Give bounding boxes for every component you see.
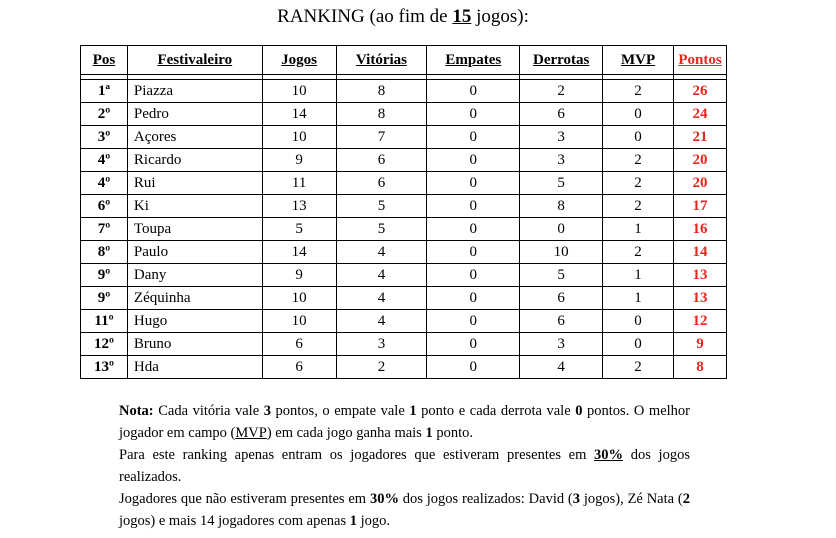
note-text: Jogadores que não estiveram presentes em (119, 491, 370, 507)
header-empates: Empates (427, 46, 520, 75)
cell-vitorias: 2 (336, 356, 427, 379)
note-text: ponto. (432, 425, 473, 441)
cell-mvp: 1 (603, 218, 674, 241)
notes-section (119, 400, 690, 532)
title-suffix: jogos): (471, 6, 529, 27)
note-value: 3 (263, 403, 271, 419)
cell-vitorias: 5 (336, 218, 427, 241)
cell-player-name: Ki (127, 195, 262, 218)
cell-jogos: 10 (262, 287, 336, 310)
table-row (81, 241, 727, 264)
table-row (81, 333, 727, 356)
cell-pos: 12º (81, 333, 128, 356)
cell-empates: 0 (427, 218, 520, 241)
cell-pos: 2º (81, 103, 128, 126)
cell-vitorias: 4 (336, 287, 427, 310)
cell-pos: 9º (81, 264, 128, 287)
cell-vitorias: 6 (336, 149, 427, 172)
cell-vitorias: 8 (336, 80, 427, 103)
cell-pos: 4º (81, 172, 128, 195)
note-label: Nota: (119, 403, 154, 419)
cell-empates: 0 (427, 333, 520, 356)
table-row (81, 264, 727, 287)
table-row (81, 80, 727, 103)
cell-empates: 0 (427, 103, 520, 126)
cell-derrotas: 6 (520, 310, 603, 333)
cell-jogos: 9 (262, 264, 336, 287)
cell-empates: 0 (427, 356, 520, 379)
cell-vitorias: 4 (336, 264, 427, 287)
cell-player-name: Pedro (127, 103, 262, 126)
cell-empates: 0 (427, 241, 520, 264)
cell-pos: 9º (81, 287, 128, 310)
note-text: dos jogos realizados: David ( (398, 491, 573, 507)
table-row (81, 103, 727, 126)
title-prefix: RANKING (ao fim de (277, 6, 453, 27)
cell-derrotas: 5 (520, 172, 603, 195)
cell-derrotas: 3 (520, 149, 603, 172)
cell-jogos: 10 (262, 126, 336, 149)
cell-vitorias: 6 (336, 172, 427, 195)
cell-pontos: 13 (673, 264, 726, 287)
header-pontos: Pontos (673, 46, 726, 75)
note-value: 3 (572, 491, 581, 507)
cell-derrotas: 4 (520, 356, 603, 379)
cell-derrotas: 6 (520, 103, 603, 126)
cell-vitorias: 3 (336, 333, 427, 356)
cell-pos: 7º (81, 218, 128, 241)
note-excluded (119, 488, 690, 532)
note-percentage: 30% (594, 447, 624, 463)
cell-player-name: Bruno (127, 333, 262, 356)
cell-mvp: 2 (603, 241, 674, 264)
note-text: pontos, o empate vale (270, 403, 410, 419)
cell-mvp: 0 (603, 310, 674, 333)
cell-jogos: 10 (262, 80, 336, 103)
note-mvp: MVP (235, 425, 267, 441)
cell-player-name: Rui (127, 172, 262, 195)
cell-pos: 13º (81, 356, 128, 379)
note-text: pontos. O melhor jogador em campo ( (119, 403, 691, 441)
cell-jogos: 6 (262, 333, 336, 356)
header-jogos: Jogos (262, 46, 336, 75)
ranking-table (80, 45, 727, 379)
cell-derrotas: 0 (520, 218, 603, 241)
cell-derrotas: 6 (520, 287, 603, 310)
table-row (81, 195, 727, 218)
table-row (81, 218, 727, 241)
cell-player-name: Dany (127, 264, 262, 287)
table-row (81, 149, 727, 172)
table-row (81, 310, 727, 333)
cell-mvp: 2 (603, 195, 674, 218)
cell-mvp: 0 (603, 126, 674, 149)
cell-derrotas: 5 (520, 264, 603, 287)
cell-pontos: 26 (673, 80, 726, 103)
note-value: 1 (409, 403, 417, 419)
note-value: 1 (425, 425, 433, 441)
table-row (81, 126, 727, 149)
cell-jogos: 14 (262, 241, 336, 264)
header-derrotas: Derrotas (520, 46, 603, 75)
cell-vitorias: 7 (336, 126, 427, 149)
note-text: Para este ranking apenas entram os jogadores que estiveram presentes em (119, 447, 595, 463)
cell-mvp: 0 (603, 103, 674, 126)
cell-jogos: 10 (262, 310, 336, 333)
cell-mvp: 1 (603, 287, 674, 310)
cell-jogos: 11 (262, 172, 336, 195)
cell-player-name: Piazza (127, 80, 262, 103)
cell-derrotas: 3 (520, 126, 603, 149)
cell-derrotas: 3 (520, 333, 603, 356)
cell-vitorias: 5 (336, 195, 427, 218)
cell-jogos: 9 (262, 149, 336, 172)
header-festivaleiro: Festivaleiro (127, 46, 262, 75)
cell-pontos: 8 (673, 356, 726, 379)
cell-jogos: 6 (262, 356, 336, 379)
cell-pontos: 12 (673, 310, 726, 333)
title-games-count: 15 (452, 6, 472, 27)
cell-vitorias: 8 (336, 103, 427, 126)
note-text: jogos) e mais 14 jogadores com apenas (119, 513, 350, 529)
table-header-row (81, 46, 727, 75)
cell-derrotas: 2 (520, 80, 603, 103)
cell-empates: 0 (427, 149, 520, 172)
note-value: 0 (575, 403, 583, 419)
table-body (81, 75, 727, 379)
cell-pontos: 17 (673, 195, 726, 218)
cell-empates: 0 (427, 172, 520, 195)
note-value: 2 (682, 491, 690, 507)
cell-player-name: Açores (127, 126, 262, 149)
cell-player-name: Ricardo (127, 149, 262, 172)
table-row (81, 172, 727, 195)
note-scoring (119, 400, 690, 444)
cell-pontos: 16 (673, 218, 726, 241)
cell-pontos: 13 (673, 287, 726, 310)
note-text: ponto e cada derrota vale (416, 403, 576, 419)
cell-player-name: Hugo (127, 310, 262, 333)
page-title (0, 6, 806, 28)
note-percentage: 30% (369, 491, 399, 507)
cell-jogos: 5 (262, 218, 336, 241)
cell-derrotas: 10 (520, 241, 603, 264)
cell-pos: 6º (81, 195, 128, 218)
cell-pos: 1ª (81, 80, 128, 103)
cell-player-name: Hda (127, 356, 262, 379)
note-text: Cada vitória vale (153, 403, 264, 419)
note-text: dos jogos realizados. (119, 447, 690, 485)
cell-pos: 11º (81, 310, 128, 333)
header-mvp: MVP (603, 46, 674, 75)
cell-empates: 0 (427, 287, 520, 310)
cell-player-name: Paulo (127, 241, 262, 264)
note-eligibility (119, 444, 690, 488)
cell-pontos: 20 (673, 149, 726, 172)
cell-mvp: 2 (603, 80, 674, 103)
note-value: 1 (349, 513, 357, 529)
cell-mvp: 0 (603, 333, 674, 356)
note-text: jogos), Zé Nata ( (580, 491, 683, 507)
cell-jogos: 14 (262, 103, 336, 126)
cell-empates: 0 (427, 195, 520, 218)
header-vitorias: Vitórias (336, 46, 427, 75)
cell-pontos: 9 (673, 333, 726, 356)
cell-pos: 4º (81, 149, 128, 172)
cell-pontos: 24 (673, 103, 726, 126)
cell-pontos: 21 (673, 126, 726, 149)
cell-mvp: 2 (603, 172, 674, 195)
cell-mvp: 2 (603, 149, 674, 172)
cell-empates: 0 (427, 80, 520, 103)
cell-empates: 0 (427, 126, 520, 149)
cell-derrotas: 8 (520, 195, 603, 218)
cell-pontos: 14 (673, 241, 726, 264)
cell-pos: 3º (81, 126, 128, 149)
cell-mvp: 1 (603, 264, 674, 287)
cell-pos: 8º (81, 241, 128, 264)
note-text: ) em cada jogo ganha mais (266, 425, 426, 441)
cell-pontos: 20 (673, 172, 726, 195)
cell-jogos: 13 (262, 195, 336, 218)
cell-player-name: Zéquinha (127, 287, 262, 310)
header-pos: Pos (81, 46, 128, 75)
cell-empates: 0 (427, 310, 520, 333)
note-text: jogo. (356, 513, 391, 529)
table-row (81, 356, 727, 379)
table-row (81, 287, 727, 310)
cell-empates: 0 (427, 264, 520, 287)
cell-vitorias: 4 (336, 241, 427, 264)
cell-mvp: 2 (603, 356, 674, 379)
cell-vitorias: 4 (336, 310, 427, 333)
cell-player-name: Toupa (127, 218, 262, 241)
